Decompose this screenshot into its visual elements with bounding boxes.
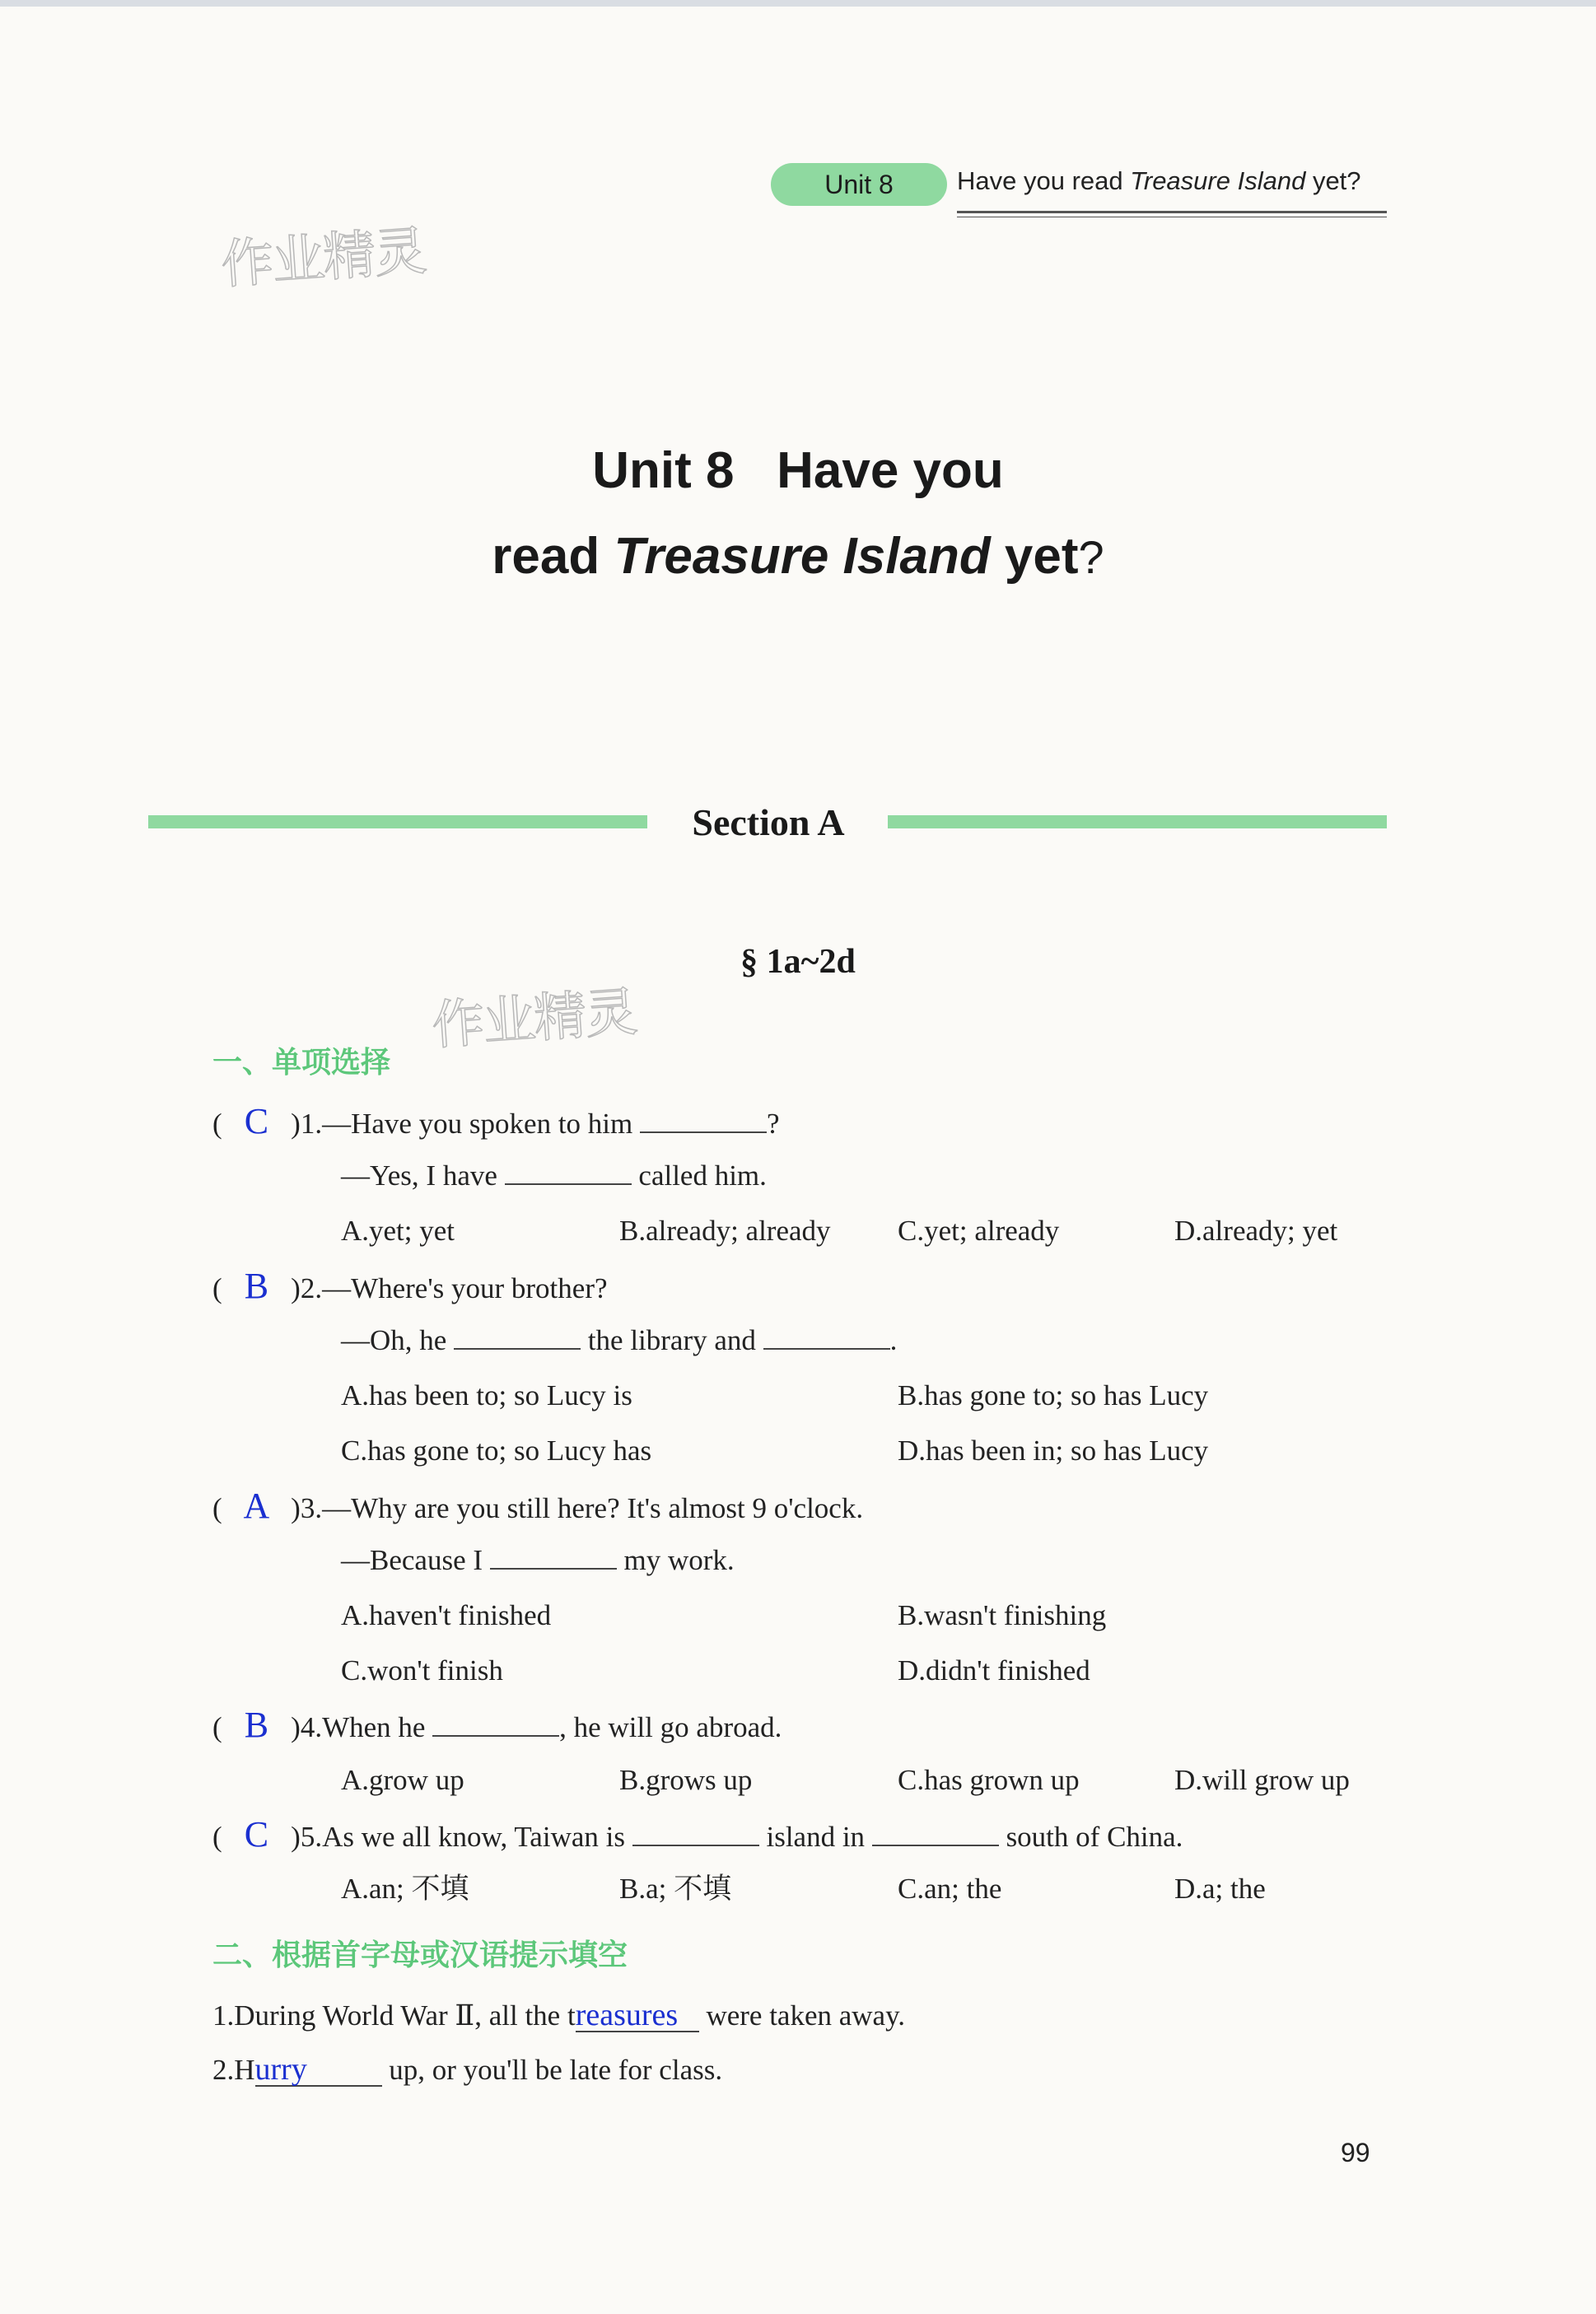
answer-blank	[640, 1107, 767, 1133]
option-a: A.grow up	[341, 1764, 464, 1796]
question-3-reply	[341, 1542, 735, 1579]
answer-paren-open: (	[212, 1272, 222, 1304]
unit-badge	[771, 163, 947, 206]
answer-paren-close: )	[291, 1272, 301, 1304]
section-band-left	[148, 815, 647, 828]
answer-paren-close: )	[291, 1711, 301, 1743]
reply-text-mid: the library and	[581, 1324, 763, 1356]
option-b: B.already; already	[619, 1215, 831, 1247]
option-c: C.yet; already	[898, 1215, 1060, 1247]
option-c: C.won't finish	[341, 1654, 503, 1687]
unit-title-read: read	[492, 528, 614, 585]
question-2	[212, 1268, 608, 1307]
fill-item-text-end: up, or you'll be late for class.	[381, 2054, 723, 2086]
answer-blank	[505, 1159, 632, 1185]
answer-mark: B	[244, 1705, 269, 1745]
question-stem: 2.—Where's your brother?	[300, 1272, 608, 1304]
watermark: 作业精灵	[430, 982, 638, 1057]
reply-text-end: called him.	[631, 1159, 767, 1192]
answer-paren-open: (	[212, 1492, 222, 1524]
section-band-right	[888, 815, 1387, 828]
answer-paren-close: )	[291, 1492, 301, 1524]
unit-badge-label: Unit 8	[824, 169, 894, 199]
question-stem: 1.—Have you spoken to him	[300, 1108, 640, 1140]
answer-mark: C	[244, 1101, 269, 1141]
option-a: A.an; 不填	[341, 1873, 469, 1905]
option-b: B.has gone to; so has Lucy	[898, 1379, 1209, 1411]
question-stem-end: south of China.	[998, 1821, 1183, 1853]
page-top-edge	[0, 0, 1596, 7]
question-stem-mid: island in	[758, 1821, 872, 1853]
unit-title-question-mark: ?	[1078, 531, 1104, 583]
answer-blank	[763, 1323, 890, 1350]
fill-item-text: 1.During World War Ⅱ, all the t	[212, 1999, 576, 2032]
fill-item-1	[212, 1998, 905, 2034]
option-d: D.a; the	[1174, 1873, 1266, 1905]
option-b: B.a; 不填	[619, 1873, 732, 1905]
option-c: C.has grown up	[898, 1764, 1080, 1796]
option-b: B.grows up	[619, 1764, 753, 1796]
unit-title-text: Unit 8 Have you	[592, 442, 1004, 499]
reply-text-end: .	[889, 1324, 898, 1356]
answer-mark: C	[244, 1814, 269, 1854]
option-d: D.didn't finished	[898, 1654, 1090, 1687]
answer-paren-close: )	[291, 1108, 301, 1140]
header-title-end: yet?	[1305, 166, 1361, 195]
reply-text: —Oh, he	[341, 1324, 455, 1356]
unit-title-book: Treasure Island	[614, 528, 991, 585]
answer-blank	[454, 1323, 581, 1350]
question-stem: 5.As we all know, Taiwan is	[300, 1821, 632, 1853]
answer-paren-close: )	[291, 1821, 301, 1853]
unit-title-line2	[0, 527, 1596, 585]
option-a: A.haven't finished	[341, 1599, 552, 1631]
reply-text-end: my work.	[616, 1544, 735, 1576]
option-a: A.has been to; so Lucy is	[341, 1379, 632, 1411]
option-d: D.already; yet	[1174, 1215, 1338, 1247]
question-stem-end: ?	[767, 1108, 780, 1140]
option-c: C.has gone to; so Lucy has	[341, 1435, 652, 1467]
answer-paren-open: (	[212, 1711, 222, 1743]
reply-text: —Because I	[341, 1544, 490, 1576]
option-c: C.an; the	[898, 1873, 1002, 1905]
option-b: B.wasn't finishing	[898, 1599, 1107, 1631]
answer-blank	[872, 1820, 999, 1846]
question-3	[212, 1488, 863, 1527]
header-title-italic: Treasure Island	[1130, 166, 1306, 195]
question-5	[212, 1814, 1183, 1855]
question-stem-end: , he will go abroad.	[559, 1711, 782, 1743]
question-stem: 4.When he	[300, 1711, 433, 1743]
question-stem: 3.—Why are you still here? It's almost 9 o'clock.	[300, 1492, 864, 1524]
answer-blank	[490, 1543, 617, 1570]
question-1	[212, 1103, 780, 1142]
question-2-reply	[341, 1323, 897, 1359]
fill-item-2	[212, 2052, 722, 2088]
answer-paren-open: (	[212, 1108, 222, 1140]
reply-text: —Yes, I have	[341, 1159, 505, 1192]
lesson-range: § 1a~2d	[740, 943, 856, 981]
option-d: D.has been in; so has Lucy	[898, 1435, 1209, 1467]
handwritten-answer: urry	[255, 2054, 382, 2087]
option-d: D.will grow up	[1174, 1764, 1350, 1796]
watermark: 作业精灵	[219, 221, 427, 296]
handwritten-answer: reasures	[576, 1999, 699, 2032]
header-rule	[957, 211, 1387, 213]
question-1-reply	[341, 1158, 767, 1194]
header-title-text: Have you read	[957, 166, 1131, 195]
answer-blank	[632, 1820, 759, 1846]
page-number: 99	[1341, 2138, 1370, 2167]
answer-paren-open: (	[212, 1821, 222, 1853]
unit-title-yet: yet	[990, 528, 1079, 585]
answer-blank	[432, 1710, 559, 1737]
part1-heading: 一、单项选择	[212, 1046, 391, 1080]
part2-heading: 二、根据首字母或汉语提示填空	[212, 1938, 628, 1972]
option-a: A.yet; yet	[341, 1215, 455, 1247]
answer-mark: B	[244, 1266, 269, 1306]
section-title: Section A	[692, 801, 845, 843]
answer-mark: A	[243, 1486, 270, 1526]
unit-title-line1	[0, 441, 1596, 500]
running-header-title	[957, 166, 1361, 204]
fill-item-text-end: were taken away.	[698, 1999, 906, 2032]
fill-item-text: 2.H	[212, 2054, 255, 2086]
question-4	[212, 1707, 782, 1746]
